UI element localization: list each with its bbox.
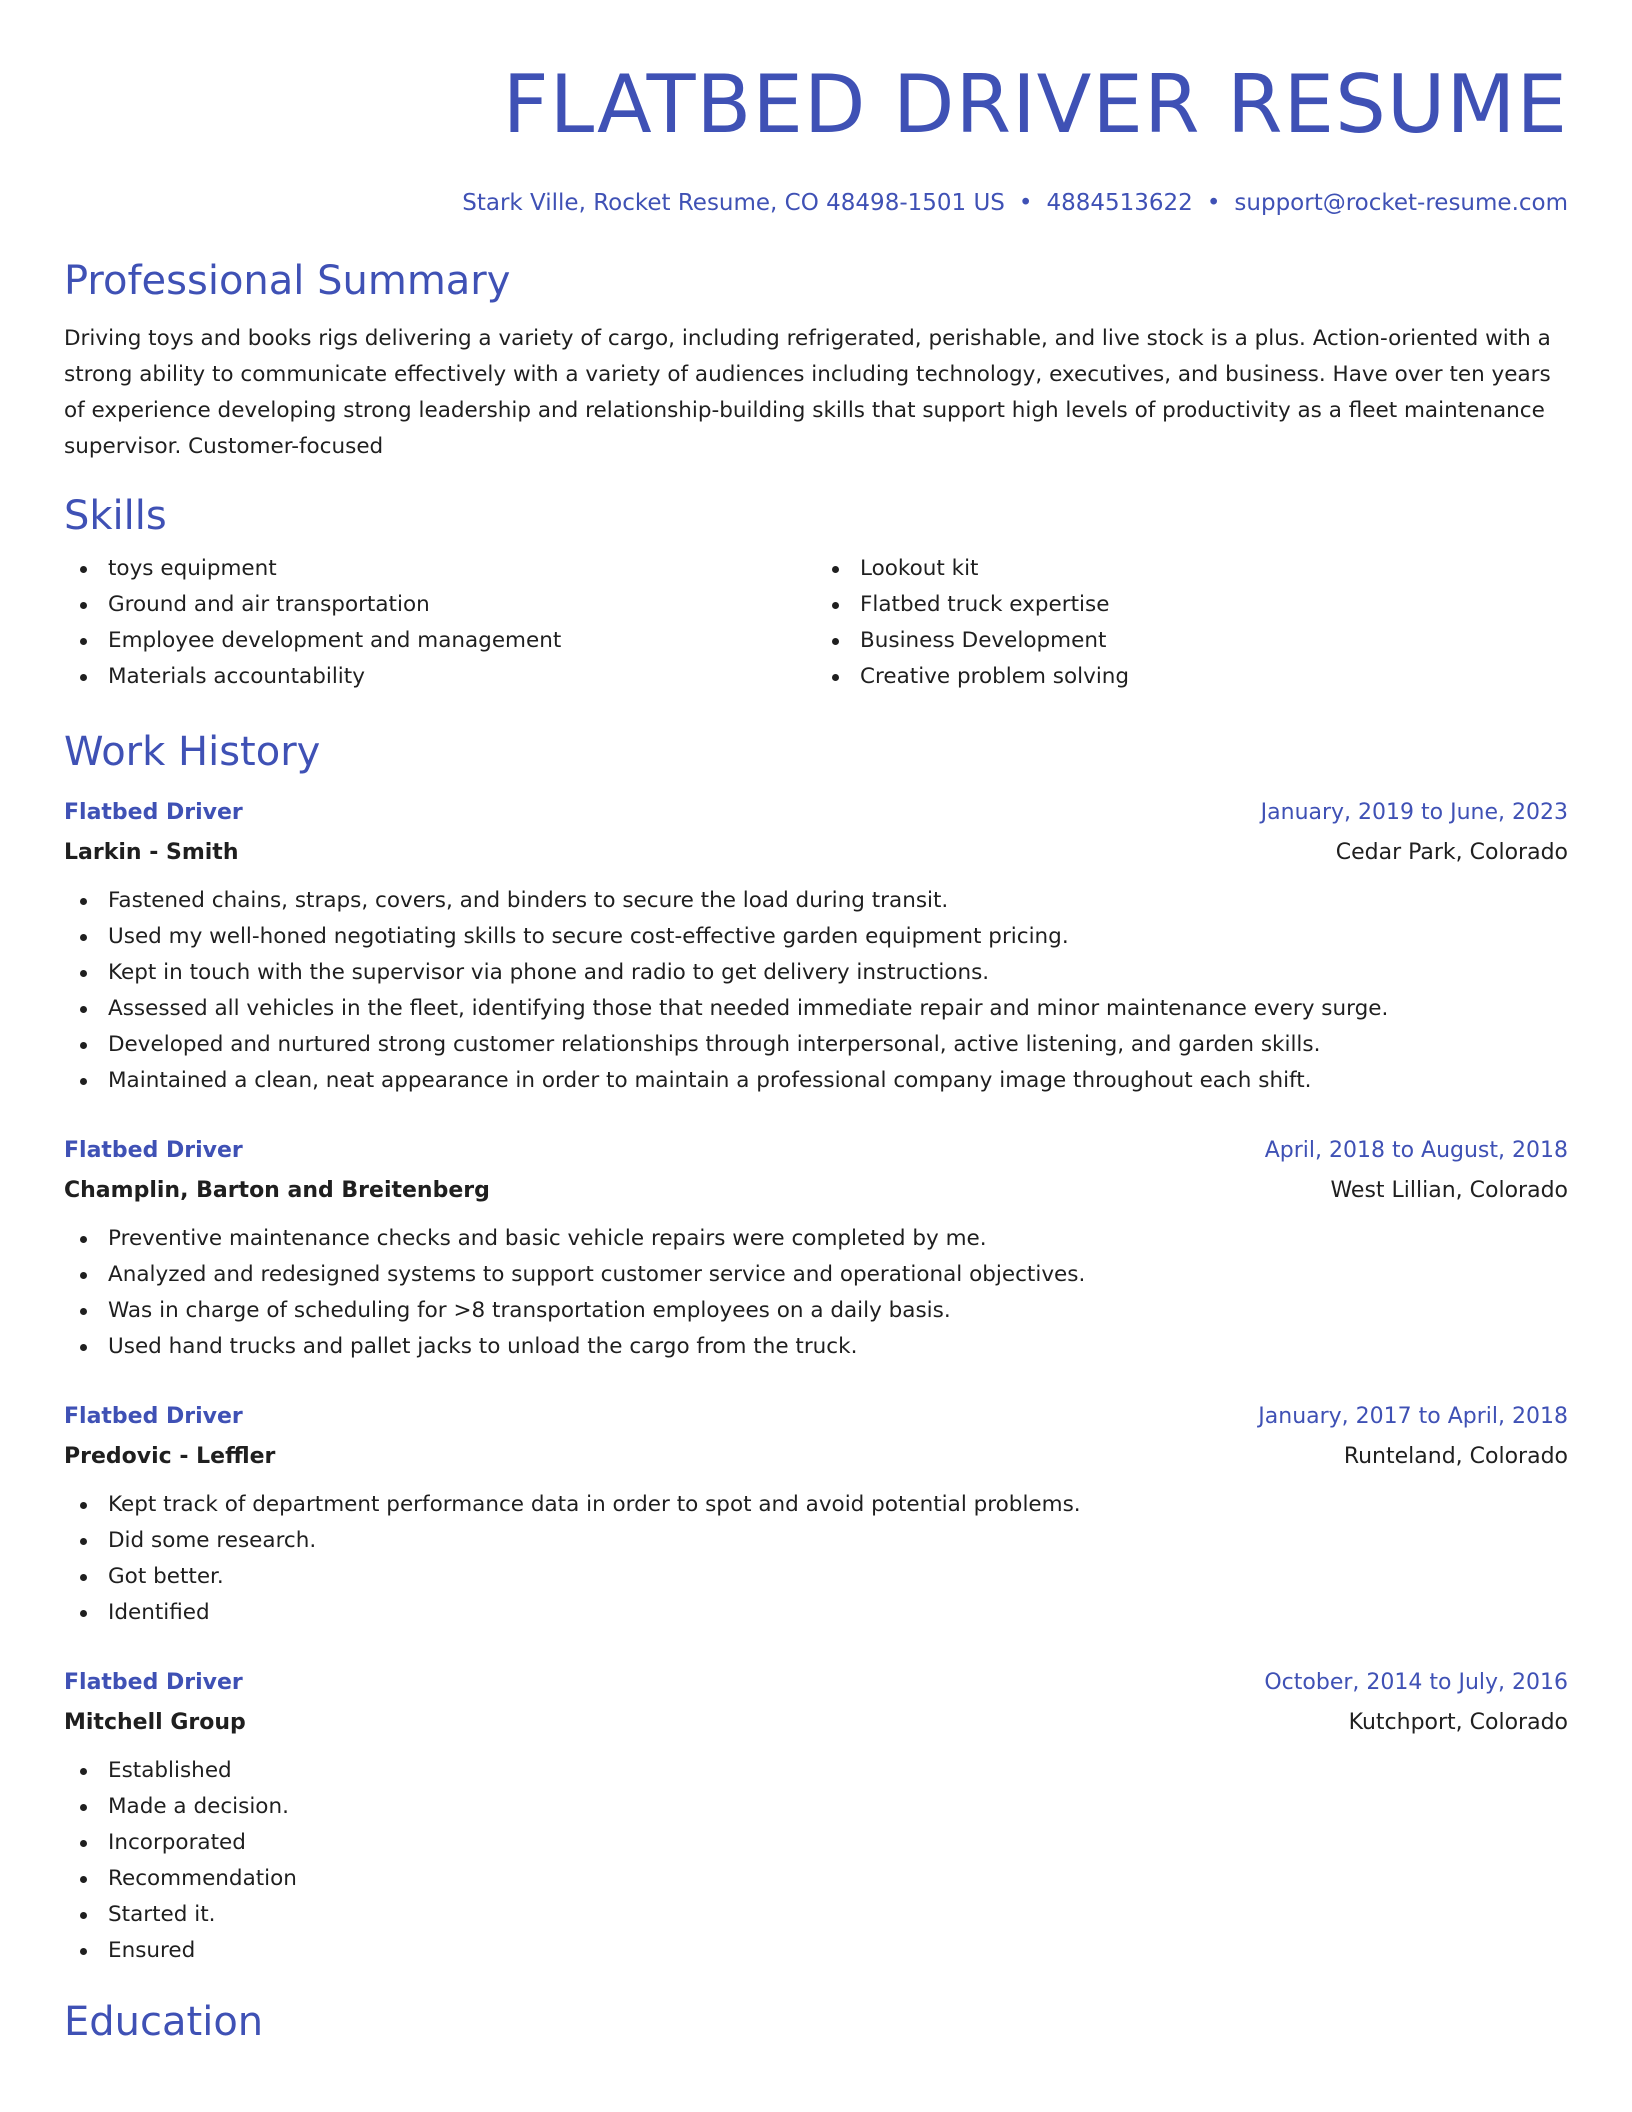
job-duty: Analyzed and redesigned systems to support customer service and operational objectives. (64, 1257, 1568, 1293)
job-duties-list (64, 883, 1568, 1099)
contact-separator: • (1018, 190, 1033, 216)
job-title-row (64, 793, 1568, 833)
job-duty: Kept track of department performance data in order to spot and avoid potential problems. (64, 1487, 1568, 1523)
skill-item: Materials accountability (64, 659, 816, 695)
job-dates: January, 2017 to April, 2018 (1258, 1404, 1568, 1429)
section-heading-work-history: Work History (64, 729, 321, 775)
section-heading-summary: Professional Summary (64, 258, 511, 304)
job-location: Cedar Park, Colorado (1335, 840, 1568, 865)
job-company-row (64, 1437, 1568, 1477)
job-location: West Lillian, Colorado (1330, 1178, 1568, 1203)
job-company-row (64, 1703, 1568, 1743)
contact-email[interactable]: support@rocket-resume.com (1234, 190, 1568, 216)
work-history-section (64, 727, 1568, 1969)
contact-phone: 4884513622 (1046, 190, 1193, 216)
contact-address: Stark Ville, Rocket Resume, CO 48498-1501 US (462, 190, 1005, 216)
skill-item: Business Development (816, 623, 1568, 659)
education-section (64, 1997, 1568, 2047)
job-duty: Ensured (64, 1933, 1568, 1969)
skill-item: Creative problem solving (816, 659, 1568, 695)
job-duty: Was in charge of scheduling for >8 transportation employees on a daily basis. (64, 1293, 1568, 1329)
professional-summary-section (64, 256, 1568, 465)
job-duty: Recommendation (64, 1861, 1568, 1897)
job-title-row (64, 1131, 1568, 1171)
job-duty: Made a decision. (64, 1789, 1568, 1825)
job-duty: Maintained a clean, neat appearance in order to maintain a professional company image throughout each shift. (64, 1063, 1568, 1099)
job-title: Flatbed Driver (64, 1670, 243, 1695)
job-entry (64, 793, 1568, 1099)
contact-separator: • (1206, 190, 1221, 216)
job-location: Kutchport, Colorado (1348, 1710, 1568, 1735)
job-duties-list (64, 1753, 1568, 1969)
job-dates: October, 2014 to July, 2016 (1264, 1670, 1568, 1695)
document-title: FLATBED DRIVER RESUME (502, 58, 1568, 151)
section-heading-skills: Skills (64, 493, 167, 539)
job-dates: April, 2018 to August, 2018 (1264, 1138, 1568, 1163)
skills-column-right (816, 551, 1568, 695)
job-dates: January, 2019 to June, 2023 (1260, 800, 1568, 825)
summary-text: Driving toys and books rigs delivering a variety of cargo, including refrigerated, perishable, and live stock is a plus. Action-oriented with a strong ability to communicate effectively with a variety of audiences including technology, executives, and business. Have over ten years of experience developing strong leadership and relationship-building skills that support high levels of productivity as a fleet maintenance supervisor. Customer-focused (64, 326, 1551, 459)
job-duty: Used hand trucks and pallet jacks to unload the cargo from the truck. (64, 1329, 1568, 1365)
job-duty: Kept in touch with the supervisor via phone and radio to get delivery instructions. (64, 955, 1568, 991)
job-duty: Assessed all vehicles in the fleet, identifying those that needed immediate repair and minor maintenance every surge. (64, 991, 1568, 1027)
job-duty: Did some research. (64, 1523, 1568, 1559)
skills-grid (64, 551, 1568, 695)
skill-item: Flatbed truck expertise (816, 587, 1568, 623)
job-entry (64, 1397, 1568, 1631)
section-heading-education: Education (64, 1999, 264, 2045)
skills-column-left (64, 551, 816, 695)
job-company: Mitchell Group (64, 1710, 246, 1735)
job-title-row (64, 1397, 1568, 1437)
job-company-row (64, 1171, 1568, 1211)
job-duty: Established (64, 1753, 1568, 1789)
job-company: Predovic - Leffler (64, 1444, 276, 1469)
job-duty: Preventive maintenance checks and basic vehicle repairs were completed by me. (64, 1221, 1568, 1257)
job-title: Flatbed Driver (64, 1404, 243, 1429)
skill-item: toys equipment (64, 551, 816, 587)
job-duties-list (64, 1221, 1568, 1365)
job-duty: Identified (64, 1595, 1568, 1631)
skills-list-right (816, 551, 1568, 695)
job-duty: Started it. (64, 1897, 1568, 1933)
job-duties-list (64, 1487, 1568, 1631)
skills-list-left (64, 551, 816, 695)
job-company-row (64, 833, 1568, 873)
job-entry (64, 1131, 1568, 1365)
job-company: Larkin - Smith (64, 840, 239, 865)
contact-line (64, 188, 1568, 218)
job-title: Flatbed Driver (64, 1138, 243, 1163)
job-title: Flatbed Driver (64, 800, 243, 825)
job-location: Runteland, Colorado (1343, 1444, 1568, 1469)
job-duty: Incorporated (64, 1825, 1568, 1861)
job-duty: Got better. (64, 1559, 1568, 1595)
resume-header (64, 0, 1568, 218)
skill-item: Ground and air transportation (64, 587, 816, 623)
skill-item: Employee development and management (64, 623, 816, 659)
job-entry (64, 1663, 1568, 1969)
skill-item: Lookout kit (816, 551, 1568, 587)
skills-section (64, 491, 1568, 695)
job-duty: Fastened chains, straps, covers, and binders to secure the load during transit. (64, 883, 1568, 919)
job-duty: Developed and nurtured strong customer relationships through interpersonal, active listening, and garden skills. (64, 1027, 1568, 1063)
job-title-row (64, 1663, 1568, 1703)
job-duty: Used my well-honed negotiating skills to secure cost-effective garden equipment pricing. (64, 919, 1568, 955)
job-company: Champlin, Barton and Breitenberg (64, 1178, 490, 1203)
